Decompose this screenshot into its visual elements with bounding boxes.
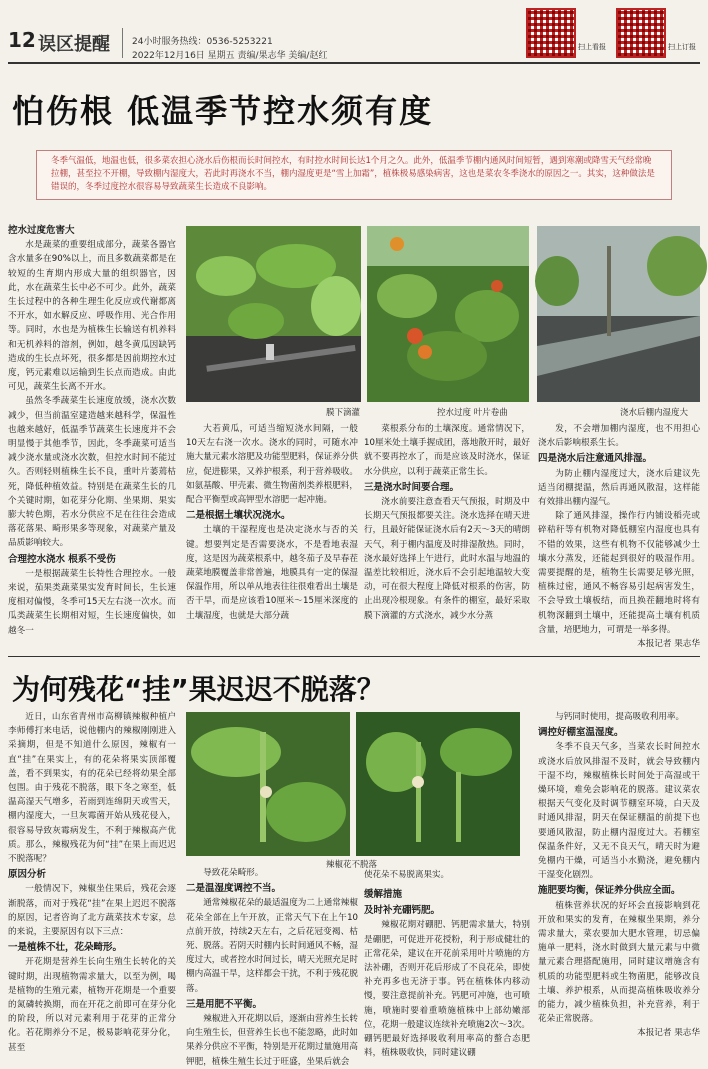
caption-leaf-curl: 控水过度 叶片卷曲 xyxy=(437,408,508,418)
caption-drip-irrigation: 膜下滴灌 xyxy=(326,408,361,418)
paragraph: 大若黄瓜，可适当缩短浇水间隔，一般10天左右浇一次水。浇水的同时，可随水冲施大量元素水溶肥及功能型肥料，保证养分供应，促进膨果，又养护根系，利于营养吸收。如氨基酸、甲壳素、微生物菌剂类养根肥料，配合平衡型或高钾型水溶肥一起冲施。 xyxy=(186,424,358,506)
qr-label-read: 扫上看报 xyxy=(578,43,606,51)
caption-pepper-flower-cont: 使花朵不易脱离果实。 xyxy=(364,870,450,880)
photo-pepper-flower-2 xyxy=(356,712,520,856)
article2-column-4 xyxy=(538,710,700,1060)
article1-column-4 xyxy=(538,422,700,650)
paragraph: 一是根据蔬菜生长特性合理控水。一般来说，茄果类蔬菜果实发育时间长，生长速度相对偏慢，冬季可15天左右浇一次水。而瓜类蔬菜生长期相对短，生长速度偏快，如越冬一 xyxy=(8,568,176,636)
page-number: 12 xyxy=(8,28,36,52)
photo-high-humidity xyxy=(537,226,700,402)
section-name: 误区提醒 xyxy=(38,34,110,55)
byline: 本报记者 果志华 xyxy=(637,1028,700,1039)
paragraph: 水是蔬菜的重要组成部分，蔬菜各器官含水量多在90%以上，而且多数蔬菜都是在较短的生育期内形成大量的组织器官，因此，水在蔬菜生长中必不可少。此外，蔬菜生长过程中的各种生理生化反应或代谢都离不开水，如水解反应、呼吸作用、光合作用等。同时，水也是为植株生长输送有机养料和无机养料的溶剂，例如，越冬黄瓜因缺钙造成的生长点坏死，很多都是因前期控水过度，钙元素难以运输到生长点而造成。由此可见，蔬菜生长离不开水。 xyxy=(8,240,176,393)
page-header xyxy=(8,8,700,60)
paragraph: 导致花朵畸形。 xyxy=(203,868,264,878)
header-divider xyxy=(122,28,123,58)
subheading: 施肥要均衡，保证养分供应全面。 xyxy=(538,885,681,897)
subheading: 二是温湿度调控不当。 xyxy=(186,883,282,895)
paragraph: 一般情况下，辣椒坐住果后，残花会逐渐脱落，而对于残花“挂”在果上迟迟不脱落的原因，记者咨询了北方蔬菜技术专家，总的来说，主要原因有以下三点： xyxy=(8,884,176,938)
article2-column-3 xyxy=(364,886,530,1060)
paragraph: 发，不会增加棚内湿度，也不用担心浇水后影响根系生长。 xyxy=(538,424,700,449)
photo-leaf-curl xyxy=(367,226,529,402)
subheading: 原因分析 xyxy=(8,869,47,881)
paragraph: 虽然冬季蔬菜生长速度放缓，浇水次数减少，但当前温室建造越来越科学，保温性也越来越好，低温季节蔬菜生长速度并不会明显慢于其他季节，因此，冬季蔬菜可适当减少浇水量或浇水次数，但控水时间不能过久。否则轻则植株生长不良，重叶片萎蔫枯死，降低种植效益。特别是在蔬菜生长的几个关键时期，如花芽分化期、坐果期、果实膨大转色期，若水分供应不足在往往会造成落花落果、畸形果多等现象，对蔬菜产量及品质影响较大。 xyxy=(8,396,176,549)
paragraph: 与钙同时使用，提高吸收利用率。 xyxy=(555,712,685,722)
qr-code-read xyxy=(526,8,576,58)
byline: 本报记者 果志华 xyxy=(637,639,700,650)
paragraph: 近日，山东省青州市高柳镇辣椒种植户李师傅打来电话，说他棚内的辣椒刚刚进入采摘期，但是不知道什么原因，辣椒有一直“挂”在果实上，有的花朵将果实顶部覆盖，看不到果实，有的花朵已经将幼果全部包围。由于残花不脱落，眼下冬之寒至，低温高湿天气增多，若雨到连绵阴天或雪天，棚内湿度大，一旦灰霉菌开始从残花侵入，很容易导致灰霉病发生，不利于辣椒高产优质。那么，辣椒残花为何“挂”在果上而迟迟不脱落呢？ xyxy=(8,712,176,865)
article-divider xyxy=(8,656,700,657)
header-rule xyxy=(8,62,700,64)
qr-code-subscribe xyxy=(616,8,666,58)
article2-headline: 为何残花“挂”果迟迟不脱落？ xyxy=(12,673,385,706)
subheading: 二是根据土壤状况浇水。 xyxy=(186,510,291,522)
paragraph: 植株营养状况的好坏会直接影响到花开放和果实的发育，在辣椒坐果期，养分需求量大，菜农要加大肥水管理，切忌偏施单一肥料，浇水时做到大量元素与中微量元素合理搭配施用，同时建议增施含有机质的功能型肥料或生物菌肥，能够改良土壤、养护根系，从而提高植株吸收养分的能力，减少植株负担，补充营养，利于花朵正常脱落。 xyxy=(538,900,700,1025)
article2-column-2 xyxy=(186,866,358,1067)
subheading: 及时补充硼钙肥。 xyxy=(364,905,441,917)
article1-column-2 xyxy=(186,422,358,646)
caption-high-humidity: 浇水后棚内湿度大 xyxy=(620,408,689,418)
issue-date-editors: 2022年12月16日 星期五 责编/果志华 美编/赵红 xyxy=(132,51,328,61)
article2-column-1 xyxy=(8,710,176,1060)
qr-label-subscribe: 扫上订报 xyxy=(668,43,696,51)
article1-lead: 冬季气温低，地温也低，很多菜农担心浇水后伤根而长时间控水，有时控水时间长达1个月之久。此外，低温季节棚内通风时间短暂，遇到寒潮或降雪天气经常晚拉棚，甚至拉不开棚，导致棚内湿度大，若此时再浇水不当，棚内湿度更是“雪上加霜”，植株极易感染病害，这也是菜农冬季浇水的原因之一。其实，这种做法是错误的，冬季过度控水很容易导致蔬菜生长造成不良影响。 xyxy=(36,150,672,200)
subheading: 四是浇水后注意通风排湿。 xyxy=(538,453,653,465)
paragraph: 菜根系分布的土壤深度。通常情况下，10厘米处土壤手握成团，落地散开时，最好就不要再控水了，而是应该及时浇水，保证水分供应，以利于蔬菜正常生长。 xyxy=(364,424,530,477)
subheading: 调控好棚室温湿度。 xyxy=(538,727,624,739)
paragraph: 浇水前要注意查看天气预报，时期及中长期天气预报都要关注。浇水选择在晴天进行，且最好能保证浇水后有2天～3天的晴朗天气，利于棚内温度及时排湿散热。同时，浇水最好选择上午进行，此时水温与地温的温差比较相近，浇水后不会引起地温较大变动，可在很大程度上降低对根系的伤害，防止出现冷根现象。有条件的棚室，最好采取膜下滴灌的方式浇水，减少水分蒸 xyxy=(364,497,530,621)
paragraph: 为防止棚内湿度过大，浇水后建议先适当闭棚提温，然后再通风散湿，这样能有效排出棚内湿气。 xyxy=(538,468,700,508)
article1-column-1 xyxy=(8,222,176,642)
subheading: 合理控水浇水 根系不受伤 xyxy=(8,553,116,565)
paragraph: 土壤的干湿程度也是决定浇水与否的关键。想要判定是否需要浇水，不是看地表湿度，这是因为蔬菜根系中，越冬茄子及早春茬蔬菜地膜覆盖非常普遍，地膜具有一定的保湿保温作用，所以单从地表往往很难看出土壤是否干旱，而是应该看10厘米～15厘米深度的土壤湿度，也就是大部分蔬 xyxy=(186,525,358,621)
article1-column-3 xyxy=(364,422,530,646)
subheading: 三是浇水时间要合理。 xyxy=(364,481,460,493)
subheading: 控水过度危害大 xyxy=(8,225,75,236)
hotline-text: 24小时服务热线：0536-5253221 xyxy=(132,37,273,47)
caption-pepper-flower: 辣椒花不脱落 xyxy=(326,860,378,870)
photo-pepper-flower-1 xyxy=(186,712,350,856)
subheading: 缓解措施 xyxy=(364,889,403,900)
subheading: 一是植株不壮，花朵畸形。 xyxy=(8,942,123,954)
paragraph: 除了通风排湿，操作行内铺设稻壳或碎秸秆等有机物对降低棚室内湿度也具有不错的效果，这些有机物不仅能够减少土壤水分蒸发，还能起到很好的吸湿作用。需要提醒的是，植物生长需要足够光照，植株过密，通风不畅容易引起病害发生，不会导致土壤板结，而且换茬翻地时将有机物深翻到土壤中，还能提高土壤有机质含量，培肥地力，可谓是一举多得。 xyxy=(538,511,700,635)
article1-headline: 怕伤根 低温季节控水须有度 xyxy=(12,92,434,130)
paragraph: 冬季不良天气多，当菜农长时间控水或浇水后放风排湿不及时，就会导致棚内干湿不均，辣椒植株长时间处于高湿或干燥环境，难免会影响花的脱落。建议菜农根据天气变化及时调节棚室环境，白天及时通风排湿，阴天在保证棚温的前提下也要通风散湿，防止棚内湿度过大。若棚室保温条件好，又无不良天气，晴天时为避免棚内干燥，可适当小水勤浇，避免棚内干湿变化剧烈。 xyxy=(538,742,700,881)
subheading: 三是用肥不平衡。 xyxy=(186,998,263,1010)
paragraph: 通常辣椒花朵的最适温度为二上通常辣椒花朵全部在上午开放，正常天气下在上午10点前开放，持续2天左右，之后花冠变褐、枯死、脱落。若阴天时棚内长时间通风不畅，湿度过大，或者控水时间过长，晴天光照充足时棚内高温干旱，这样都会干扰，不利于残花脱落。 xyxy=(186,898,358,994)
photo-drip-irrigation xyxy=(186,226,361,402)
paragraph: 辣椒进入开花期以后，逐渐由营养生长转向生殖生长，但营养生长也不能忽略，此时如果养分供应不平衡，特别是开花期过量施用高钾肥，植株生殖生长过于旺盛，坐果后就会 xyxy=(186,1014,358,1067)
paragraph: 开花期是营养生长向生殖生长转化的关键时期，出现植物需求量大，以至为例，喝是植物的生殖元素，植物开花期是一个重要的氮磷转换期，而在开花之前即可在芽分化的阶段，所以对元素利用于花芽的正常分化。若花期养分不足，极易影响花芽分化，甚至 xyxy=(8,957,176,1053)
paragraph: 辣椒花期对硼肥、钙肥需求量大，特别是硼肥，可促进开花授粉，利于形成健壮的正常花朵，建议在开花前采用叶片喷施的方法补硼，否则开花后形成了不良花朵，即使补充再多也无济于事。钙在植株体内移动慢，要注意提前补充。钙肥可冲施，也可喷施，喷施时要着重喷施植株中上部幼嫩部位，花期一般建议连续补充喷施2次～3次。硼钙肥最好选择吸收利用率高的螯合态肥料，植株吸收快，同时建议硼 xyxy=(364,920,530,1059)
